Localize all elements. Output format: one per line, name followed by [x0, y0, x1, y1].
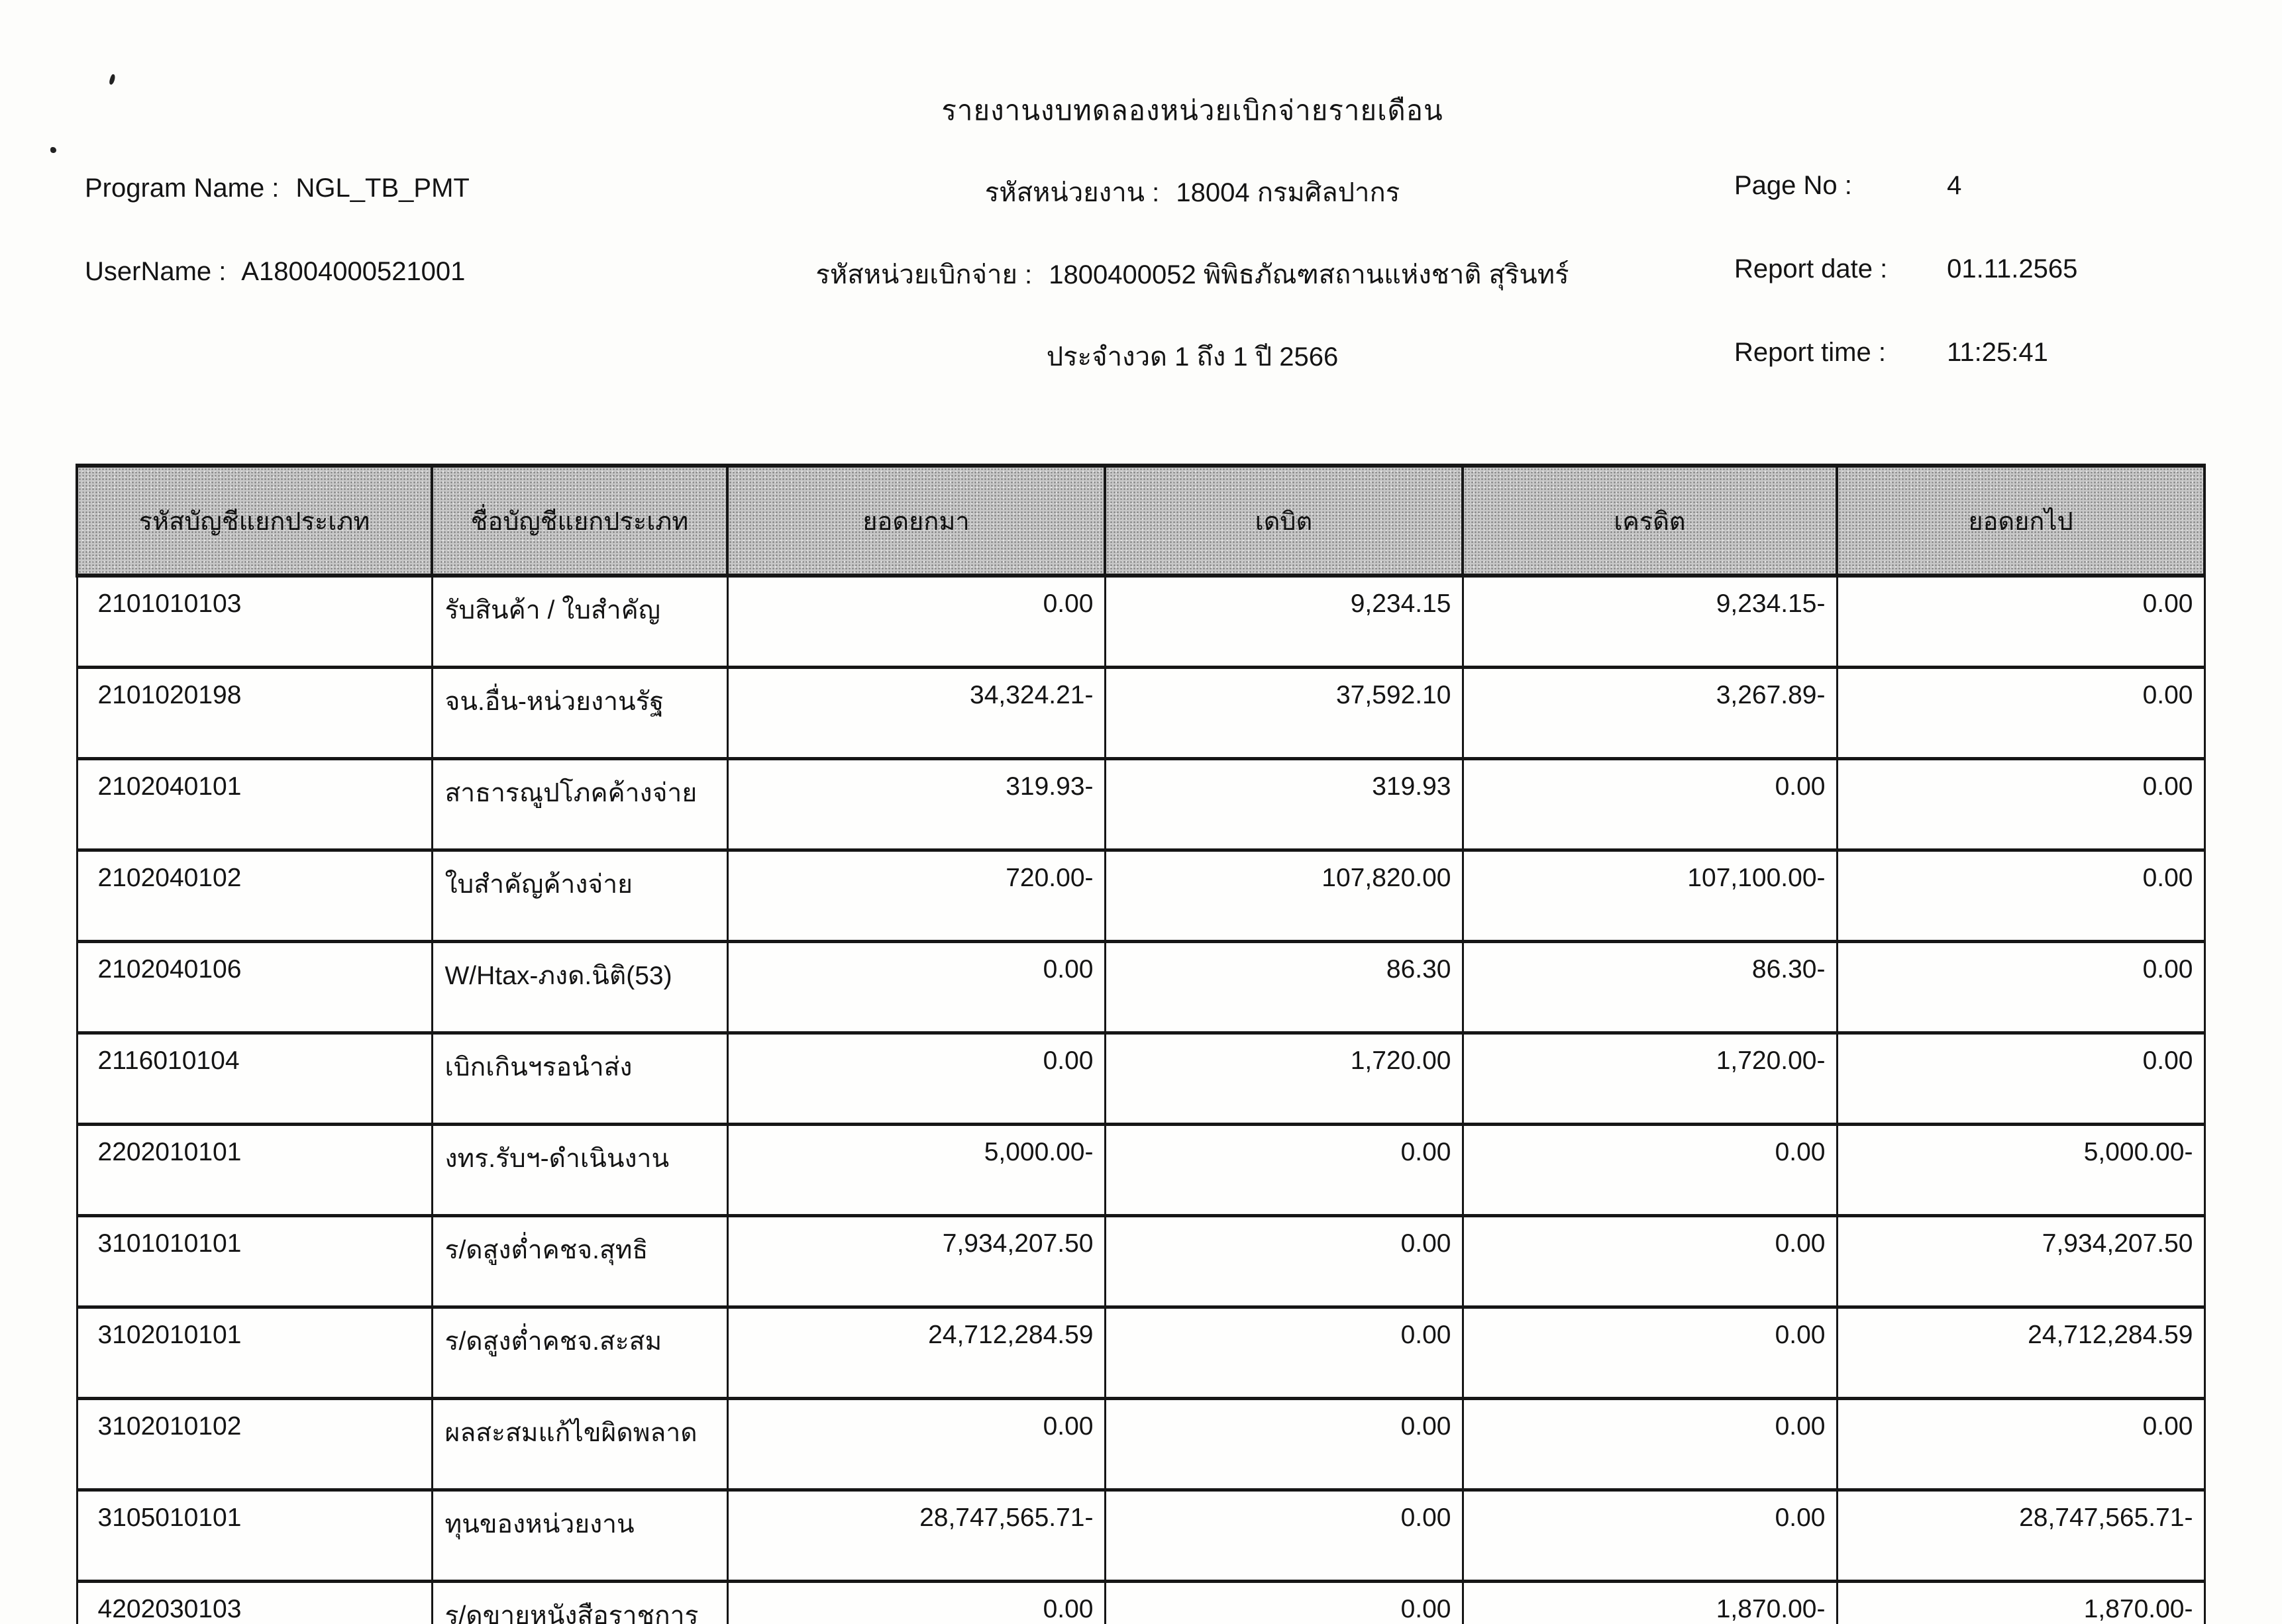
account-code-cell: 2101010103 [77, 576, 432, 668]
column-header-balance-brought-forward: ยอดยกมา [727, 466, 1105, 576]
account-code-cell: 2102040102 [77, 850, 432, 942]
balance-carried-forward-cell: 0.00 [1837, 668, 2204, 759]
account-name-cell: ร/ดสูงต่ำคชจ.สุทธิ [432, 1216, 727, 1307]
table-row [77, 942, 2204, 1033]
balance-carried-forward-cell: 0.00 [1837, 1399, 2204, 1490]
account-name-cell: เบิกเกินฯรอนำส่ง [432, 1033, 727, 1125]
credit-cell: 1,870.00- [1463, 1582, 1837, 1624]
debit-cell: 0.00 [1105, 1582, 1463, 1624]
account-name-cell: ใบสำคัญค้างจ่าย [432, 850, 727, 942]
table-row [77, 1490, 2204, 1582]
report-date-line [1734, 254, 2077, 284]
debit-cell: 86.30 [1105, 942, 1463, 1033]
debit-cell: 0.00 [1105, 1216, 1463, 1307]
balance-brought-forward-cell: 34,324.21- [727, 668, 1105, 759]
debit-cell: 107,820.00 [1105, 850, 1463, 942]
credit-cell: 0.00 [1463, 1490, 1837, 1582]
balance-brought-forward-cell: 0.00 [727, 1033, 1105, 1125]
balance-brought-forward-cell: 0.00 [727, 1582, 1105, 1624]
page-no-line [1734, 171, 1961, 201]
program-name-line [85, 174, 470, 203]
account-code-cell: 3102010101 [77, 1307, 432, 1399]
balance-carried-forward-cell: 0.00 [1837, 576, 2204, 668]
table-row [77, 1307, 2204, 1399]
scan-artifact [50, 147, 56, 153]
balance-brought-forward-cell: 319.93- [727, 759, 1105, 850]
agency-line [696, 171, 1689, 213]
balance-carried-forward-cell: 0.00 [1837, 1033, 2204, 1125]
balance-brought-forward-cell: 24,712,284.59 [727, 1307, 1105, 1399]
debit-cell: 9,234.15 [1105, 576, 1463, 668]
report-date-value: 01.11.2565 [1947, 254, 2078, 283]
trial-balance-table [76, 464, 2206, 1624]
account-code-cell: 2102040101 [77, 759, 432, 850]
debit-cell: 0.00 [1105, 1307, 1463, 1399]
page-no-label: Page No : [1734, 171, 1852, 200]
credit-cell: 1,720.00- [1463, 1033, 1837, 1125]
balance-brought-forward-cell: 28,747,565.71- [727, 1490, 1105, 1582]
credit-cell: 86.30- [1463, 942, 1837, 1033]
table-row [77, 1125, 2204, 1216]
account-code-cell: 2202010101 [77, 1125, 432, 1216]
account-code-cell: 2101020198 [77, 668, 432, 759]
debit-cell: 0.00 [1105, 1490, 1463, 1582]
username-line [85, 257, 465, 287]
balance-brought-forward-cell: 0.00 [727, 1399, 1105, 1490]
agency-label: รหัสหน่วยงาน : [984, 178, 1160, 207]
balance-carried-forward-cell: 5,000.00- [1837, 1125, 2204, 1216]
period-value: ประจำงวด 1 ถึง 1 ปี 2566 [1046, 342, 1339, 372]
credit-cell: 0.00 [1463, 1399, 1837, 1490]
balance-brought-forward-cell: 0.00 [727, 576, 1105, 668]
report-time-label: Report time : [1734, 338, 1886, 367]
account-code-cell: 3102010102 [77, 1399, 432, 1490]
account-name-cell: ร/ดสูงต่ำคชจ.สะสม [432, 1307, 727, 1399]
table-header-row [77, 466, 2204, 576]
balance-carried-forward-cell: 0.00 [1837, 850, 2204, 942]
account-name-cell: ร/ดขายหนังสือราชการ [432, 1582, 727, 1624]
program-name-value: NGL_TB_PMT [295, 174, 470, 203]
credit-cell: 9,234.15- [1463, 576, 1837, 668]
report-title: รายงานงบทดลองหน่วยเบิกจ่ายรายเดือน [941, 95, 1443, 126]
disbursement-unit-label: รหัสหน่วยเบิกจ่าย : [815, 260, 1033, 289]
column-header-account-name: ชื่อบัญชีแยกประเภท [432, 466, 727, 576]
program-name-label: Program Name : [85, 174, 280, 203]
column-header-debit: เดบิต [1105, 466, 1463, 576]
account-code-cell: 2116010104 [77, 1033, 432, 1125]
table-row [77, 850, 2204, 942]
balance-carried-forward-cell: 24,712,284.59 [1837, 1307, 2204, 1399]
period-line [696, 335, 1689, 378]
balance-brought-forward-cell: 0.00 [727, 942, 1105, 1033]
table-row [77, 1216, 2204, 1307]
username-value: A18004000521001 [241, 257, 466, 286]
balance-carried-forward-cell: 28,747,565.71- [1837, 1490, 2204, 1582]
column-header-credit: เครดิต [1463, 466, 1837, 576]
credit-cell: 0.00 [1463, 1216, 1837, 1307]
username-label: UserName : [85, 257, 227, 286]
credit-cell: 3,267.89- [1463, 668, 1837, 759]
credit-cell: 107,100.00- [1463, 850, 1837, 942]
account-name-cell: งทร.รับฯ-ดำเนินงาน [432, 1125, 727, 1216]
account-code-cell: 3105010101 [77, 1490, 432, 1582]
account-code-cell: 2102040106 [77, 942, 432, 1033]
debit-cell: 319.93 [1105, 759, 1463, 850]
table-header [77, 466, 2204, 576]
balance-brought-forward-cell: 720.00- [727, 850, 1105, 942]
report-time-value: 11:25:41 [1947, 338, 2048, 367]
debit-cell: 0.00 [1105, 1399, 1463, 1490]
account-name-cell: ผลสะสมแก้ไขผิดพลาด [432, 1399, 727, 1490]
account-code-cell: 3101010101 [77, 1216, 432, 1307]
scan-artifact [109, 74, 117, 85]
debit-cell: 37,592.10 [1105, 668, 1463, 759]
disbursement-unit-value: 1800400052 พิพิธภัณฑสถานแห่งชาติ สุรินทร์ [1049, 260, 1569, 289]
account-name-cell: W/Htax-ภงด.นิติ(53) [432, 942, 727, 1033]
column-header-account-code: รหัสบัญชีแยกประเภท [77, 466, 432, 576]
account-name-cell: ทุนของหน่วยงาน [432, 1490, 727, 1582]
disbursement-unit-line [696, 253, 1689, 295]
report-time-line [1734, 338, 2048, 368]
credit-cell: 0.00 [1463, 1307, 1837, 1399]
balance-carried-forward-cell: 0.00 [1837, 759, 2204, 850]
balance-brought-forward-cell: 7,934,207.50 [727, 1216, 1105, 1307]
balance-carried-forward-cell: 1,870.00- [1837, 1582, 2204, 1624]
agency-value: 18004 กรมศิลปากร [1176, 178, 1400, 207]
report-date-label: Report date : [1734, 254, 1888, 283]
balance-carried-forward-cell: 0.00 [1837, 942, 2204, 1033]
table-row [77, 576, 2204, 668]
table-row [77, 668, 2204, 759]
account-code-cell: 4202030103 [77, 1582, 432, 1624]
credit-cell: 0.00 [1463, 759, 1837, 850]
account-name-cell: สาธารณูปโภคค้างจ่าย [432, 759, 727, 850]
debit-cell: 0.00 [1105, 1125, 1463, 1216]
table-row [77, 1582, 2204, 1624]
account-name-cell: รับสินค้า / ใบสำคัญ [432, 576, 727, 668]
account-name-cell: จน.อื่น-หน่วยงานรัฐ [432, 668, 727, 759]
debit-cell: 1,720.00 [1105, 1033, 1463, 1125]
table-row [77, 1399, 2204, 1490]
balance-carried-forward-cell: 7,934,207.50 [1837, 1216, 2204, 1307]
page-no-value: 4 [1947, 171, 1962, 200]
balance-brought-forward-cell: 5,000.00- [727, 1125, 1105, 1216]
credit-cell: 0.00 [1463, 1125, 1837, 1216]
table-row [77, 759, 2204, 850]
table-body [77, 576, 2204, 1624]
table-row [77, 1033, 2204, 1125]
column-header-balance-carried-forward: ยอดยกไป [1837, 466, 2204, 576]
